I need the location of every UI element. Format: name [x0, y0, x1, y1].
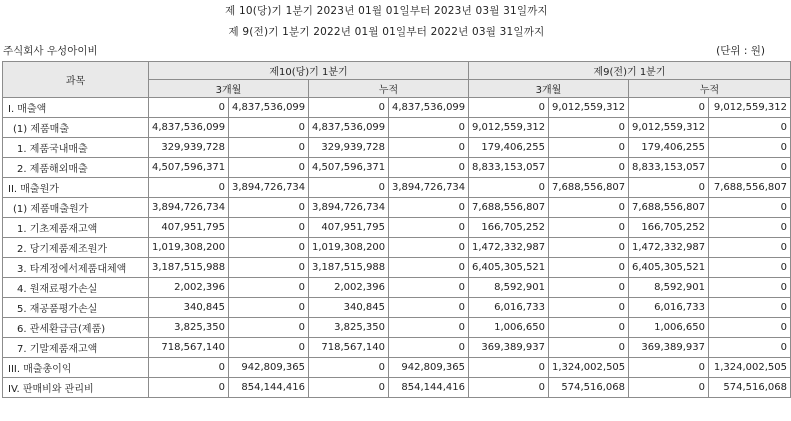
amount-cell: 0 — [149, 178, 229, 198]
amount-cell: 0 — [389, 318, 469, 338]
amount-cell: 0 — [309, 178, 389, 198]
table-row — [3, 278, 791, 298]
amount-cell: 3,894,726,734 — [389, 178, 469, 198]
amount-cell: 2,002,396 — [149, 278, 229, 298]
amount-cell: 574,516,068 — [549, 378, 629, 398]
amount-cell: 6,016,733 — [469, 298, 549, 318]
amount-cell: 0 — [229, 198, 309, 218]
account-label: 5. 재공품평가손실 — [3, 298, 149, 318]
amount-cell: 407,951,795 — [149, 218, 229, 238]
amount-cell: 0 — [389, 158, 469, 178]
amount-cell: 0 — [229, 138, 309, 158]
table-row — [3, 158, 791, 178]
amount-cell: 8,833,153,057 — [629, 158, 709, 178]
amount-cell: 8,592,901 — [469, 278, 549, 298]
account-label: 1. 기초제품재고액 — [3, 218, 149, 238]
account-label: 3. 타계정에서제품대체액 — [3, 258, 149, 278]
amount-cell: 0 — [549, 198, 629, 218]
amount-cell: 0 — [709, 318, 791, 338]
account-label: (1) 제품매출 — [3, 118, 149, 138]
amount-cell: 0 — [549, 218, 629, 238]
amount-cell: 0 — [549, 278, 629, 298]
amount-cell: 0 — [309, 378, 389, 398]
current-period-title: 제 10(당)기 1분기 2023년 01월 01일부터 2023년 03월 31일까지 — [225, 5, 548, 17]
amount-cell: 0 — [389, 278, 469, 298]
amount-cell: 340,845 — [309, 298, 389, 318]
account-header: 과목 — [3, 62, 149, 98]
amount-cell: 0 — [709, 198, 791, 218]
amount-cell: 7,688,556,807 — [629, 198, 709, 218]
amount-cell: 0 — [229, 258, 309, 278]
amount-cell: 0 — [709, 218, 791, 238]
amount-cell: 0 — [389, 238, 469, 258]
amount-cell: 0 — [389, 138, 469, 158]
amount-cell: 0 — [549, 318, 629, 338]
table-row — [3, 218, 791, 238]
amount-cell: 0 — [549, 118, 629, 138]
company-name: 주식회사 우성아이비 — [3, 45, 98, 57]
unit-label: (단위 : 원) — [716, 45, 765, 57]
amount-cell: 0 — [709, 158, 791, 178]
amount-cell: 9,012,559,312 — [469, 118, 549, 138]
amount-cell: 0 — [709, 118, 791, 138]
amount-cell: 0 — [229, 158, 309, 178]
table-row — [3, 258, 791, 278]
amount-cell: 0 — [389, 258, 469, 278]
header-row-period — [3, 62, 791, 80]
amount-cell: 1,019,308,200 — [149, 238, 229, 258]
amount-cell: 0 — [229, 318, 309, 338]
amount-cell: 0 — [709, 238, 791, 258]
amount-cell: 6,405,305,521 — [469, 258, 549, 278]
table-row — [3, 238, 791, 258]
table-row — [3, 178, 791, 198]
amount-cell: 942,809,365 — [389, 358, 469, 378]
amount-cell: 179,406,255 — [469, 138, 549, 158]
amount-cell: 1,324,002,505 — [709, 358, 791, 378]
amount-cell: 0 — [229, 338, 309, 358]
amount-cell: 0 — [229, 118, 309, 138]
amount-cell: 2,002,396 — [309, 278, 389, 298]
amount-cell: 9,012,559,312 — [709, 98, 791, 118]
table-row — [3, 318, 791, 338]
amount-cell: 0 — [469, 98, 549, 118]
amount-cell: 0 — [709, 298, 791, 318]
amount-cell: 0 — [549, 258, 629, 278]
amount-cell: 0 — [629, 178, 709, 198]
amount-cell: 8,592,901 — [629, 278, 709, 298]
amount-cell: 718,567,140 — [149, 338, 229, 358]
amount-cell: 0 — [549, 338, 629, 358]
table-row — [3, 198, 791, 218]
amount-cell: 0 — [309, 358, 389, 378]
amount-cell: 0 — [549, 158, 629, 178]
table-row — [3, 338, 791, 358]
account-label: 6. 관세환급금(제품) — [3, 318, 149, 338]
amount-cell: 3,187,515,988 — [309, 258, 389, 278]
amount-cell: 0 — [389, 298, 469, 318]
amount-cell: 3,894,726,734 — [149, 198, 229, 218]
amount-cell: 3,825,350 — [309, 318, 389, 338]
account-label: I. 매출액 — [3, 98, 149, 118]
amount-cell: 854,144,416 — [229, 378, 309, 398]
amount-cell: 6,016,733 — [629, 298, 709, 318]
amount-cell: 369,389,937 — [469, 338, 549, 358]
amount-cell: 1,472,332,987 — [629, 238, 709, 258]
amount-cell: 0 — [469, 378, 549, 398]
amount-cell: 0 — [709, 258, 791, 278]
amount-cell: 0 — [389, 218, 469, 238]
amount-cell: 0 — [709, 138, 791, 158]
amount-cell: 1,472,332,987 — [469, 238, 549, 258]
amount-cell: 718,567,140 — [309, 338, 389, 358]
amount-cell: 0 — [149, 378, 229, 398]
amount-cell: 9,012,559,312 — [629, 118, 709, 138]
amount-cell: 3,187,515,988 — [149, 258, 229, 278]
account-label: 7. 기말제품재고액 — [3, 338, 149, 358]
prior-cum-header: 누적 — [629, 80, 791, 98]
amount-cell: 0 — [389, 198, 469, 218]
prior-3m-header: 3개월 — [469, 80, 629, 98]
current-3m-header: 3개월 — [149, 80, 309, 98]
amount-cell: 166,705,252 — [629, 218, 709, 238]
amount-cell: 4,837,536,099 — [149, 118, 229, 138]
amount-cell: 0 — [149, 98, 229, 118]
amount-cell: 0 — [229, 238, 309, 258]
account-label: IV. 판매비와 관리비 — [3, 378, 149, 398]
amount-cell: 407,951,795 — [309, 218, 389, 238]
amount-cell: 4,837,536,099 — [389, 98, 469, 118]
amount-cell: 1,006,650 — [629, 318, 709, 338]
amount-cell: 942,809,365 — [229, 358, 309, 378]
income-statement-table — [2, 61, 791, 398]
amount-cell: 0 — [229, 298, 309, 318]
amount-cell: 340,845 — [149, 298, 229, 318]
table-row — [3, 118, 791, 138]
amount-cell: 0 — [469, 178, 549, 198]
amount-cell: 4,837,536,099 — [229, 98, 309, 118]
account-label: II. 매출원가 — [3, 178, 149, 198]
amount-cell: 574,516,068 — [709, 378, 791, 398]
amount-cell: 0 — [229, 278, 309, 298]
account-label: 4. 원재료평가손실 — [3, 278, 149, 298]
amount-cell: 166,705,252 — [469, 218, 549, 238]
amount-cell: 0 — [549, 238, 629, 258]
amount-cell: 0 — [149, 358, 229, 378]
amount-cell: 0 — [229, 218, 309, 238]
account-label: III. 매출총이익 — [3, 358, 149, 378]
amount-cell: 7,688,556,807 — [469, 198, 549, 218]
amount-cell: 7,688,556,807 — [709, 178, 791, 198]
amount-cell: 4,837,536,099 — [309, 118, 389, 138]
amount-cell: 0 — [709, 278, 791, 298]
amount-cell: 0 — [629, 378, 709, 398]
current-period-header: 제10(당)기 1분기 — [149, 62, 469, 80]
amount-cell: 854,144,416 — [389, 378, 469, 398]
amount-cell: 0 — [469, 358, 549, 378]
amount-cell: 0 — [629, 358, 709, 378]
amount-cell: 4,507,596,371 — [149, 158, 229, 178]
amount-cell: 6,405,305,521 — [629, 258, 709, 278]
table-row — [3, 298, 791, 318]
account-label: (1) 제품매출원가 — [3, 198, 149, 218]
table-row — [3, 138, 791, 158]
amount-cell: 0 — [309, 98, 389, 118]
current-cum-header: 누적 — [309, 80, 469, 98]
table-row — [3, 378, 791, 398]
table-row — [3, 98, 791, 118]
amount-cell: 1,324,002,505 — [549, 358, 629, 378]
prior-period-header: 제9(전)기 1분기 — [469, 62, 791, 80]
amount-cell: 369,389,937 — [629, 338, 709, 358]
account-label: 2. 제품해외매출 — [3, 158, 149, 178]
amount-cell: 3,894,726,734 — [229, 178, 309, 198]
amount-cell: 9,012,559,312 — [549, 98, 629, 118]
amount-cell: 0 — [549, 298, 629, 318]
account-label: 2. 당기제품제조원가 — [3, 238, 149, 258]
table-row — [3, 358, 791, 378]
amount-cell: 329,939,728 — [149, 138, 229, 158]
amount-cell: 0 — [389, 118, 469, 138]
amount-cell: 329,939,728 — [309, 138, 389, 158]
amount-cell: 4,507,596,371 — [309, 158, 389, 178]
amount-cell: 1,019,308,200 — [309, 238, 389, 258]
amount-cell: 8,833,153,057 — [469, 158, 549, 178]
prior-period-title: 제 9(전)기 1분기 2022년 01월 01일부터 2022년 03월 31일까지 — [228, 26, 545, 38]
account-label: 1. 제품국내매출 — [3, 138, 149, 158]
amount-cell: 1,006,650 — [469, 318, 549, 338]
amount-cell: 0 — [629, 98, 709, 118]
amount-cell: 3,825,350 — [149, 318, 229, 338]
amount-cell: 7,688,556,807 — [549, 178, 629, 198]
amount-cell: 179,406,255 — [629, 138, 709, 158]
amount-cell: 0 — [549, 138, 629, 158]
amount-cell: 0 — [709, 338, 791, 358]
amount-cell: 0 — [389, 338, 469, 358]
amount-cell: 3,894,726,734 — [309, 198, 389, 218]
